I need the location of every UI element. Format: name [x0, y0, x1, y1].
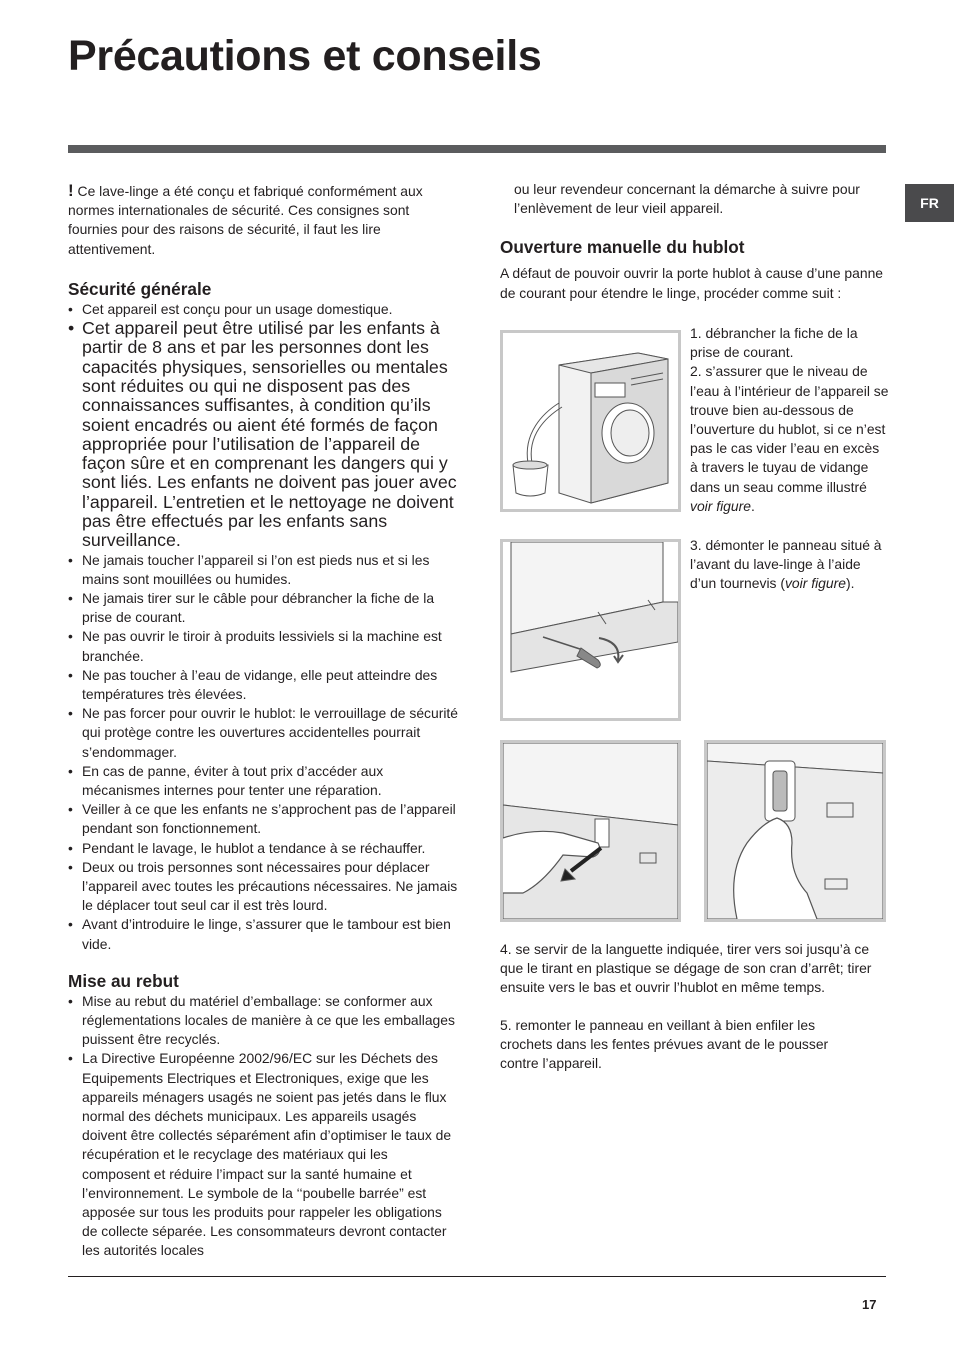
hand-closeup-illustration — [707, 743, 883, 919]
footer-rule — [68, 1276, 886, 1277]
right-column — [500, 180, 890, 303]
heading-rebut: Mise au rebut — [68, 970, 179, 991]
list-item: • Ne pas ouvrir le tiroir à produits lessiviels si la machine est branchée. — [68, 627, 458, 665]
title-rule — [68, 145, 886, 153]
step-1-2 — [690, 324, 890, 516]
list-item: • Mise au rebut du matériel d’emballage: se conformer aux réglementations locales de manière à ce que les emballages puissent être recyclés. — [68, 992, 458, 1050]
hublot-intro: A défaut de pouvoir ouvrir la porte hublot à cause d’une panne de courant pour étendre le linge, procéder comme suit : — [500, 265, 884, 301]
washing-machine-illustration — [503, 333, 678, 509]
rebut-continuation: ou leur revendeur concernant la démarche à suivre pour l’enlèvement de leur vieil appareil. — [514, 181, 860, 217]
rebut-list — [68, 992, 458, 1261]
list-item: • La Directive Européenne 2002/96/EC sur les Déchets des Equipements Electriques et Electroniques, exige que les appareils ménagers usagés ne soient pas jetés dans le flux normal des déchets municipaux. Les appareils usagés doivent être collectés séparément afin d’optimiser le taux de récupération et le recyclage des matériaux qui les composent et réduire l’impact sur la santé humaine et l’environnement. Le symbole de la ‘‘poubelle barrée” est apposée sur tous les produits pour rappeler les obligations de collecte séparée. Les consommateurs devront contacter les autorités locales — [68, 1049, 458, 1260]
intro-text: Ce lave-linge a été conçu et fabriqué conformément aux normes internationales de sécurité. Ces consignes sont fournies pour des raisons de sécurité, il faut les lire attentivement. — [68, 183, 423, 257]
list-item: • Deux ou trois personnes sont nécessaires pour déplacer l’appareil avec toutes les précautions nécessaires. Ne jamais le déplacer tout seul car il est très lourd. — [68, 858, 458, 916]
list-item: • Ne jamais toucher l’appareil si l’on est pieds nus et si les mains sont mouillées ou humides. — [68, 551, 458, 589]
figure-drain-bucket — [500, 330, 681, 512]
left-column — [68, 182, 458, 1261]
list-item: • Cet appareil est conçu pour un usage domestique. — [68, 300, 458, 319]
list-item: • En cas de panne, éviter à tout prix d’accéder aux mécanismes internes pour tenter une réparation. — [68, 762, 458, 800]
figure-tab-closeup — [704, 740, 886, 922]
step-1-text: 1. débrancher la fiche de la prise de courant. — [690, 325, 858, 361]
page-number: 17 — [862, 1297, 877, 1312]
step-4-text: 4. se servir de la languette indiquée, tirer vers soi jusqu’à ce que le tirant en plastique se dégage de son cran d’arrêt; tirer ensuite vers le bas et ouvrir l’hublot en même temps. — [500, 941, 872, 996]
heading-hublot: Ouverture manuelle du hublot — [500, 237, 745, 258]
hand-pull-illustration — [503, 743, 678, 919]
screwdriver-illustration — [503, 542, 678, 718]
list-item: • Pendant le lavage, le hublot a tendance à se réchauffer. — [68, 839, 458, 858]
list-item: • Ne pas forcer pour ouvrir le hublot: le verrouillage de sécurité qui protège contre les ouvertures accidentelles pourrait s’endommager. — [68, 704, 458, 762]
list-item: • Ne jamais tirer sur le câble pour débrancher la fiche de la prise de courant. — [68, 589, 458, 627]
step-3-text: 3. démonter le panneau situé à l’avant du lave-linge à l’aide d’un tournevis (voir figure). — [690, 537, 882, 592]
step-2-text: 2. s’assurer que le niveau de l’eau à l’intérieur de l’appareil se trouve bien au-dessous de l’ouverture du hublot, si ce n’est pas le cas vider l’eau en excès à travers le tuyau de vidange dans un seau comme illustré voir figure. — [690, 363, 889, 514]
warning-icon: ! — [68, 181, 74, 200]
list-item: • Ne pas toucher à l’eau de vidange, elle peut atteindre des températures très élevées. — [68, 666, 458, 704]
securite-list — [68, 300, 458, 954]
figure-pull-tab — [500, 740, 681, 922]
language-tab: FR — [905, 184, 954, 222]
page-title: Précautions et conseils — [68, 32, 542, 80]
list-item: • Cet appareil peut être utilisé par les enfants à partir de 8 ans et par les personnes dont les capacités physiques, sensorielles ou mentales sont réduites ou qui ne disposent pas des connaissances suffisantes, à condition qu’ils soient encadrés ou aient été formés de façon appropriée pour l’utilisation de l’appareil de façon sûre et en comprenant les dangers qui y sont liés. Les enfants ne doivent pas jouer avec l’appareil. L’entretien et le nettoyage ne doivent pas être effectués par les enfants sans surveillance. — [68, 319, 458, 551]
step-5-text: 5. remonter le panneau en veillant à bien enfiler les crochets dans les fentes prévues avant de le pousser contre l’appareil. — [500, 1017, 829, 1072]
list-item: • Veiller à ce que les enfants ne s’approchent pas de l’appareil pendant son fonctionnement. — [68, 800, 458, 838]
list-item: • Avant d’introduire le linge, s’assurer que le tambour est bien vide. — [68, 915, 458, 953]
intro-warning — [68, 182, 458, 259]
figure-remove-panel — [500, 539, 681, 721]
heading-securite: Sécurité générale — [68, 278, 212, 299]
